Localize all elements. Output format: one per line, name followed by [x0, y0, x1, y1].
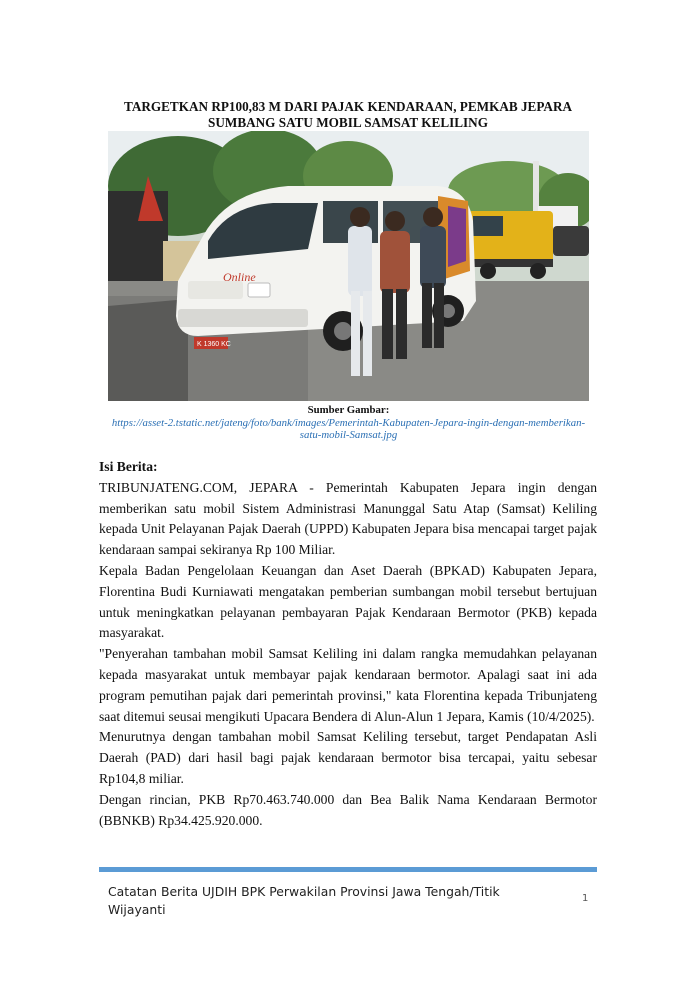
page-number: 1 [582, 893, 589, 904]
caption-label: Sumber Gambar [307, 404, 386, 416]
paragraph-5: Dengan rincian, PKB Rp70.463.740.000 dan Bea Balik Nama Kendaraan Bermotor (BBNKB) Rp34.425.920.000. [99, 791, 597, 828]
van-plate-text: K 1360 KC [197, 341, 231, 348]
paragraph-2: Kepala Badan Pengelolaan Keuangan dan Aset Daerah (BPKAD) Kabupaten Jepara, Florentina Budi Kurniawati mengatakan pemberian sumbangan mobil tersebut bertujuan untuk meningkatkan pelayanan pembayaran Pajak Kendaraan Bermotor (PKB) kepada masyarakat. [99, 562, 597, 641]
footer-text: Catatan Berita UJDIH BPK Perwakilan Provinsi Jawa Tengah/Titik Wijayanti [108, 884, 500, 917]
paragraph-1: TRIBUNJATENG.COM, JEPARA - Pemerintah Kabupaten Jepara ingin dengan memberikan satu mobil Sistem Administrasi Manunggal Satu Atap (Samsat) Keliling kepada Unit Pelayanan Pajak Daerah (UPPD) Kabupaten Jepara bisa mencapai target pajak kendaraan sampai sekiranya Rp 100 Miliar. [99, 479, 597, 558]
van-handover-photo [108, 131, 589, 401]
news-body [99, 457, 597, 831]
document-title: TARGETKAN RP100,83 M DARI PAJAK KENDARAAN, PEMKAB JEPARA SUMBANG SATU MOBIL SAMSAT KELILING [124, 99, 572, 130]
section-heading: Isi Berita: [99, 459, 158, 474]
image-caption [108, 404, 589, 442]
paragraph-3: "Penyerahan tambahan mobil Samsat Keliling ini dalam rangka memudahkan pelayanan kepada masyarakat untuk membayar pajak kendaraan bermotor. Apalagi saat ini ada program pemutihan pajak dari pemerintah provinsi," kata Florentina kepada Tribunjateng saat ditemui seusai mengikuti Upacara Bendera di Alun-Alun 1 Jepara, Kamis (10/4/2025). [99, 646, 597, 724]
image-source-link[interactable]: https://asset-2.tstatic.net/jateng/foto/bank/images/Pemerintah-Kabupaten-Jepara-ingin-dengan-memberikan-satu-mobil-Samsat.jpg [111, 416, 586, 441]
footer-divider [99, 867, 597, 872]
caption-colon: : [385, 404, 390, 416]
paragraph-4: Menurutnya dengan tambahan mobil Samsat Keliling tersebut, target Pendapatan Asli Daerah (PAD) dari hasil bagi pajak kendaraan bermotor bisa tercapai, yaitu sebesar Rp104,8 miliar. [99, 729, 597, 786]
van-decal-text: Online [223, 270, 256, 284]
caption-label-line [108, 404, 589, 417]
news-photo [108, 131, 589, 401]
